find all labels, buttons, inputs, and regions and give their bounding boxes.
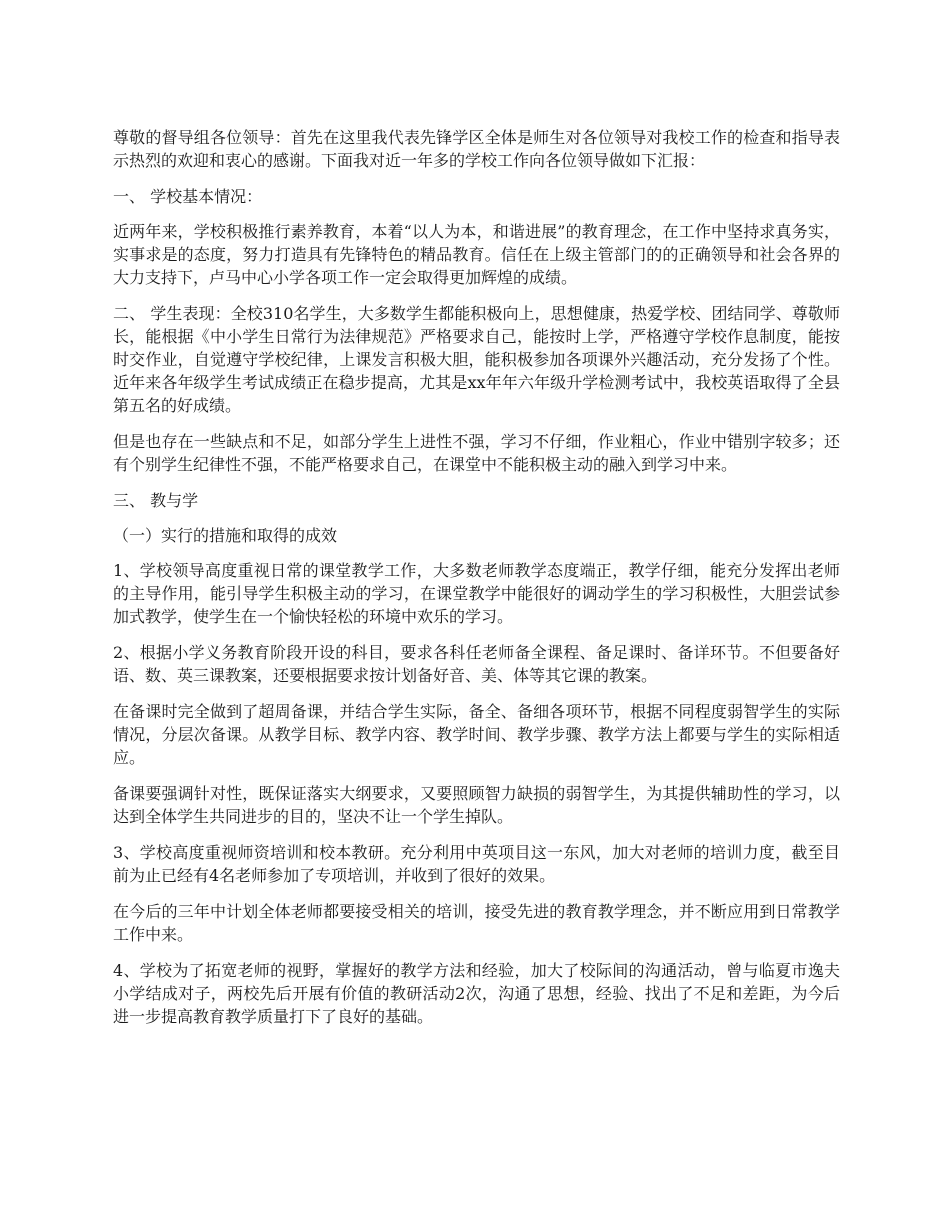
training-plan-paragraph: 在今后的三年中计划全体老师都要接受相关的培训，接受先进的教育教学理念，并不断应用到日常教学工作中来。 (113, 902, 840, 944)
lesson-prep-paragraph: 在备课时完全做到了超周备课，并结合学生实际，备全、备细各项环节，根据不同程度弱智学生的实际情况，分层次备课。从教学目标、教学内容、教学时间、教学步骤、教学方法上都要与学生的实际相适应。 (113, 702, 840, 767)
shortcomings-paragraph: 但是也存在一些缺点和不足，如部分学生上进性不强，学习不仔细，作业粗心，作业中错别字较多；还有个别学生纪律性不强，不能严格要求自己，在课堂中不能积极主动的融入到学习中来。 (113, 432, 840, 474)
section-heading-teaching: 三、 教与学 (113, 491, 199, 510)
basic-info-paragraph: 近两年来，学校积极推行素养教育，本着“以人为本，和谐进展”的教育理念，在工作中坚持求真务实，实事求是的态度，努力打造具有先锋特色的精品教育。信任在上级主管部门的的正确领导和社会各界的大力支持下，卢马中心小学各项工作一定会取得更加辉煌的成绩。 (113, 222, 840, 287)
measure-4-paragraph: 4、学校为了拓宽老师的视野，掌握好的教学方法和经验，加大了校际间的沟通活动，曾与临夏市逸夫小学结成对子，两校先后开展有价值的教研活动2次，沟通了思想，经验、找出了不足和差距，为今后进一步提高教育教学质量打下了良好的基础。 (113, 961, 840, 1026)
student-performance-paragraph: 二、 学生表现：全校310名学生，大多数学生都能积极向上，思想健康，热爱学校、团结同学、尊敬师长，能根据《中小学生日常行为法律规范》严格要求自己，能按时上学，严格遵守学校作息制度，能按时交作业，自觉遵守学校纪律，上课发言积极大胆，能积极参加各项课外兴趣活动，充分发扬了个性。近年来各年级学生考试成绩正在稳步提高，尤其是xx年年六年级升学检测考试中，我校英语取得了全县第五名的好成绩。 (113, 304, 840, 415)
measure-3-paragraph: 3、学校高度重视师资培训和校本教研。充分利用中英项目这一东风，加大对老师的培训力度，截至目前为止已经有4名老师参加了专项培训，并收到了很好的效果。 (113, 843, 840, 885)
targeted-prep-paragraph: 备课要强调针对性，既保证落实大纲要求，又要照顾智力缺损的弱智学生，为其提供辅助性的学习，以达到全体学生共同进步的目的，坚决不让一个学生掉队。 (113, 784, 840, 826)
document-page (113, 126, 840, 1041)
measure-2-paragraph: 2、根据小学义务教育阶段开设的科目，要求各科任老师备全课程、备足课时、备详环节。不但要备好语、数、英三课教案，还要根据要求按计划备好音、美、体等其它课的教案。 (113, 643, 840, 685)
section-heading-basic-info: 一、 学校基本情况： (113, 187, 263, 206)
greeting-paragraph: 尊敬的督导组各位领导：首先在这里我代表先锋学区全体是师生对各位领导对我校工作的检查和指导表示热烈的欢迎和衷心的感谢。下面我对近一年多的学校工作向各位领导做如下汇报： (113, 128, 840, 170)
measure-1-paragraph: 1、学校领导高度重视日常的课堂教学工作，大多数老师教学态度端正，教学仔细，能充分发挥出老师的主导作用，能引导学生积极主动的学习，在课堂教学中能很好的调动学生的学习积极性，大胆尝试参加式教学，使学生在一个愉快轻松的环境中欢乐的学习。 (113, 561, 840, 626)
subsection-heading-measures: （一）实行的措施和取得的成效 (113, 526, 338, 545)
